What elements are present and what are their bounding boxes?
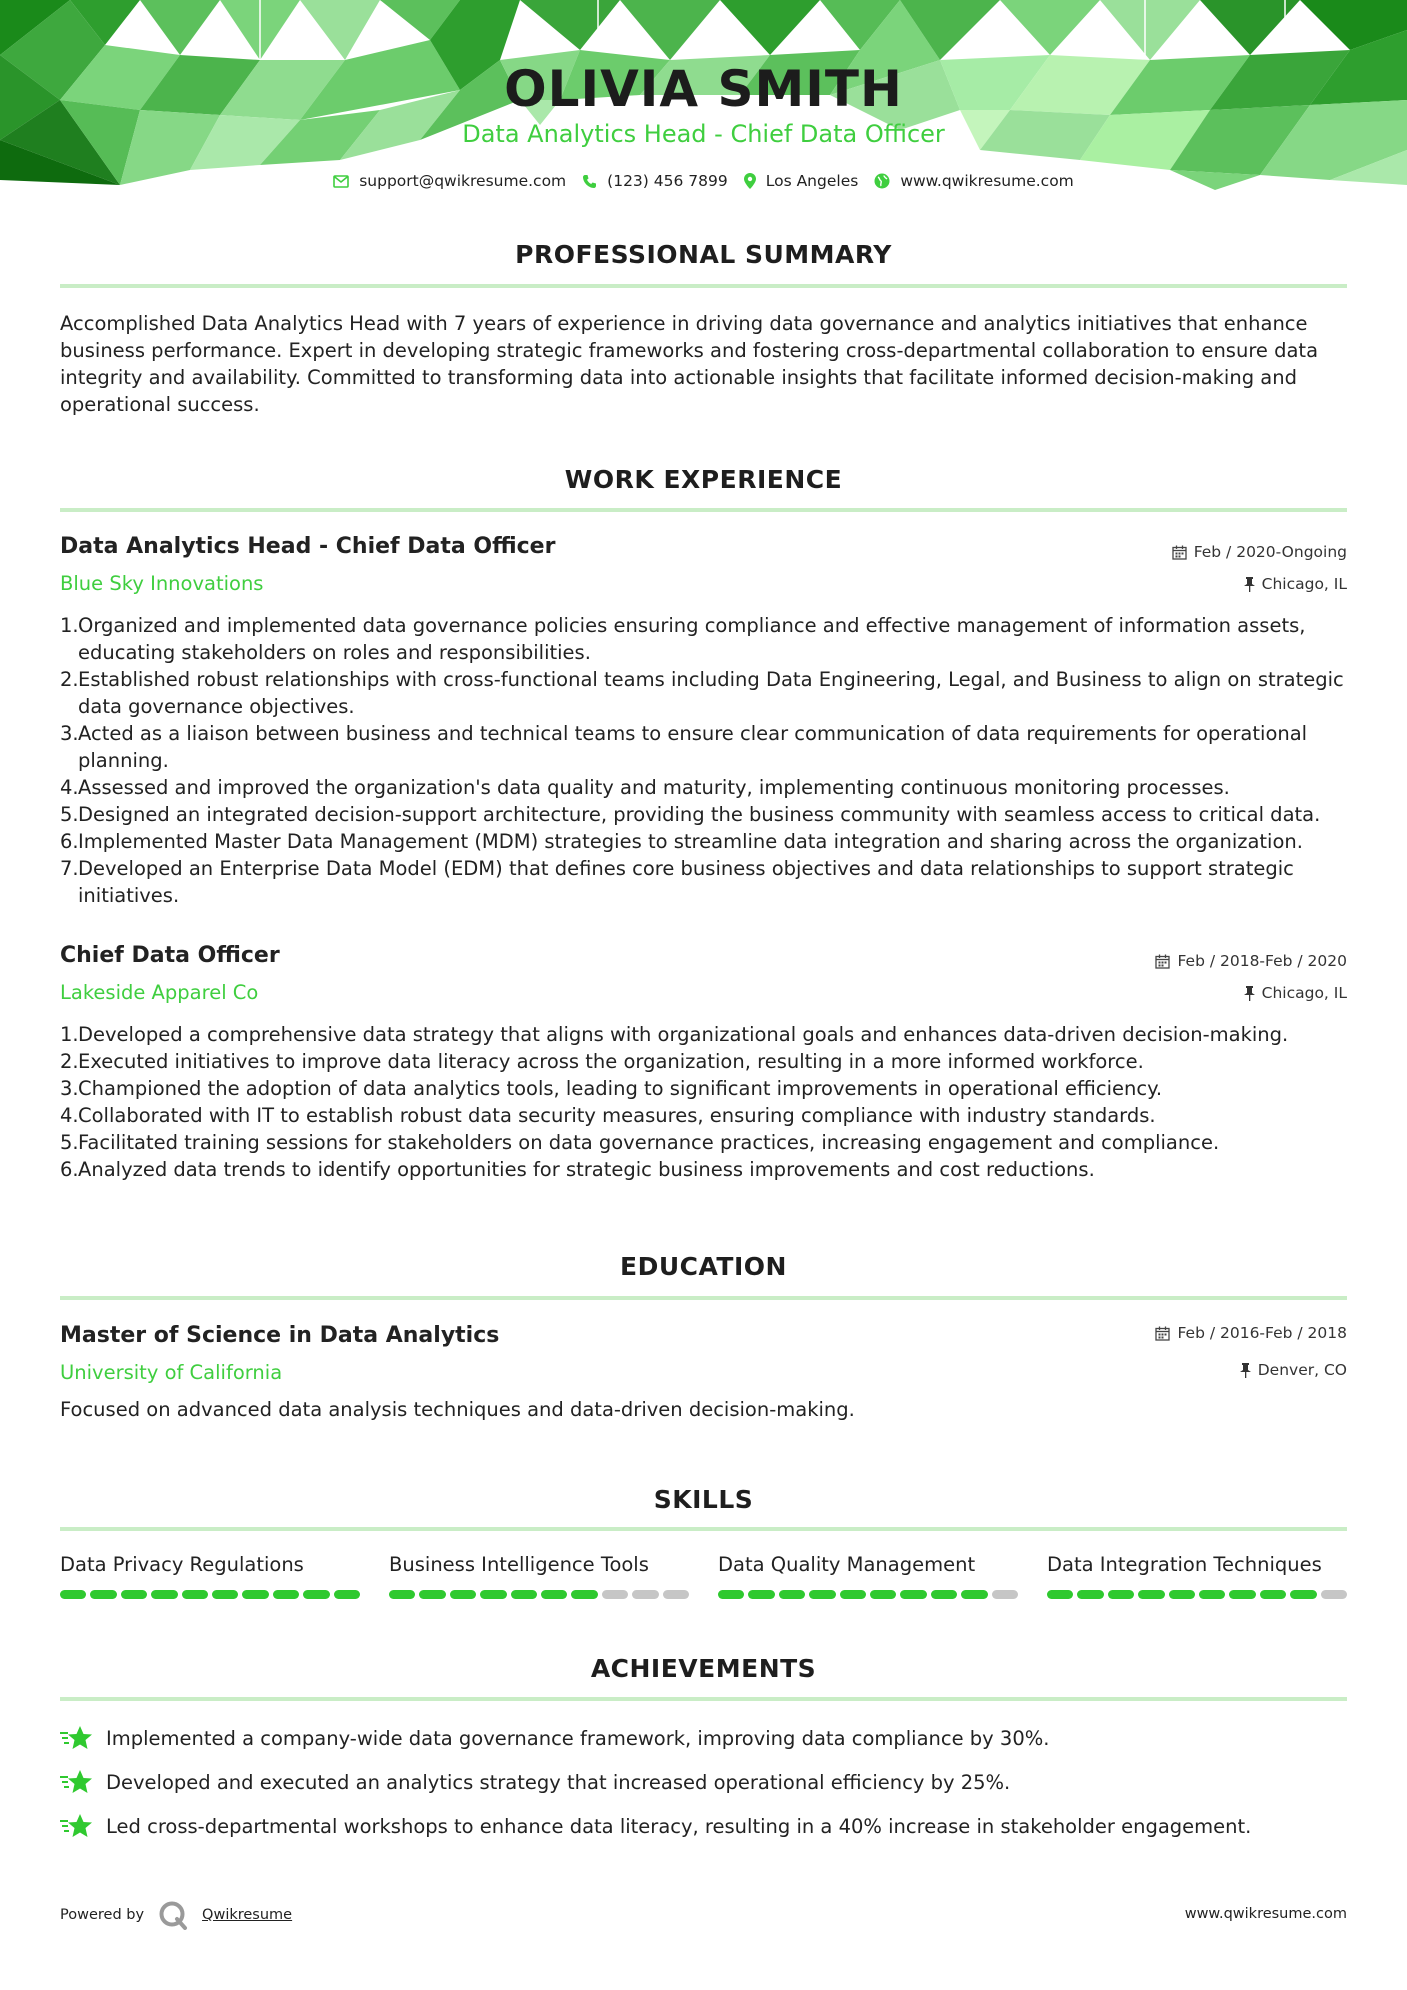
skill-level-segment-empty: [602, 1590, 628, 1599]
skill-level-segment-filled: [60, 1590, 86, 1599]
job-company: Lakeside Apparel Co: [60, 981, 259, 1004]
pushpin-icon: [1240, 1363, 1251, 1378]
contact-email[interactable]: [333, 172, 566, 190]
skill-level-segment-empty: [1321, 1590, 1347, 1599]
skill-level-segment-empty: [632, 1590, 658, 1599]
experience-heading: WORK EXPERIENCE: [564, 465, 843, 494]
candidate-name: OLIVIA SMITH: [504, 60, 903, 118]
skill-level-segment-filled: [90, 1590, 116, 1599]
education-dates: [1155, 1324, 1347, 1342]
skill-level-segment-filled: [303, 1590, 329, 1599]
contact-website-text: www.qwikresume.com: [900, 172, 1074, 190]
contact-location-text: Los Angeles: [765, 172, 859, 190]
job-bullet: Developed an Enterprise Data Model (EDM) that defines core business objectives and data relationships to support strategic initiatives.: [78, 857, 1294, 907]
candidate-role: Data Analytics Head - Chief Data Officer: [462, 120, 945, 148]
skill-level-segment-filled: [151, 1590, 177, 1599]
skill-level-segment-filled: [480, 1590, 506, 1599]
phone-icon: [582, 174, 597, 189]
skill-level-segment-filled: [1169, 1590, 1195, 1599]
job-location-text: Chicago, IL: [1261, 984, 1347, 1002]
job-bullet: Assessed and improved the organization's data quality and maturity, implementing continuous monitoring processes.: [78, 776, 1230, 799]
skill-item: [60, 1553, 360, 1599]
achievements-divider: [60, 1697, 1347, 1701]
job-title: Chief Data Officer: [60, 943, 280, 968]
skill-level-bar: [1047, 1590, 1347, 1599]
contact-bar: [0, 172, 1407, 190]
skill-item: [389, 1553, 689, 1599]
job-title: Data Analytics Head - Chief Data Officer: [60, 534, 556, 559]
skill-level-segment-filled: [1260, 1590, 1286, 1599]
skill-level-segment-filled: [450, 1590, 476, 1599]
skill-item: [1047, 1553, 1347, 1599]
job-bullet: Organized and implemented data governance policies ensuring compliance and effective management of information assets, educating stakeholders on roles and responsibilities.: [78, 614, 1306, 664]
skill-level-segment-filled: [840, 1590, 866, 1599]
job-dates: [1172, 543, 1347, 561]
job-bullet: Analyzed data trends to identify opportunities for strategic business improvements and cost reductions.: [78, 1158, 1095, 1181]
calendar-icon: [1155, 954, 1170, 969]
job-dates-text: Feb / 2018-Feb / 2020: [1177, 952, 1347, 970]
skill-level-segment-filled: [541, 1590, 567, 1599]
skill-level-segment-empty: [992, 1590, 1018, 1599]
job-bullet: Executed initiatives to improve data literacy across the organization, resulting in a more informed workforce.: [78, 1050, 1144, 1073]
pushpin-icon: [1244, 577, 1255, 592]
job-location-text: Chicago, IL: [1261, 575, 1347, 593]
map-pin-icon: [744, 173, 756, 189]
calendar-icon: [1155, 1326, 1170, 1341]
skill-level-segment-filled: [748, 1590, 774, 1599]
skill-level-segment-filled: [419, 1590, 445, 1599]
job-bullets: [60, 1021, 1350, 1183]
skill-level-segment-filled: [1229, 1590, 1255, 1599]
job-bullet: Acted as a liaison between business and technical teams to ensure clear communication of data requirements for operational planning.: [78, 722, 1308, 772]
job-company: Blue Sky Innovations: [60, 572, 264, 595]
job-bullet: Facilitated training sessions for stakeholders on data governance practices, increasing engagement and compliance.: [78, 1131, 1220, 1154]
skill-level-segment-filled: [1138, 1590, 1164, 1599]
skill-level-segment-empty: [663, 1590, 689, 1599]
skill-level-segment-filled: [809, 1590, 835, 1599]
skills-heading: SKILLS: [653, 1485, 754, 1514]
achievement-item: [60, 1724, 1049, 1752]
achievement-text: Developed and executed an analytics strategy that increased operational efficiency by 25%.: [106, 1770, 1011, 1794]
footer-website[interactable]: www.qwikresume.com: [1184, 1906, 1347, 1922]
achievements-heading: ACHIEVEMENTS: [590, 1654, 817, 1683]
skill-level-bar: [60, 1590, 360, 1599]
summary-divider: [60, 284, 1347, 288]
pushpin-icon: [1244, 986, 1255, 1001]
skills-divider: [60, 1527, 1347, 1531]
skill-name: Data Privacy Regulations: [60, 1553, 304, 1576]
summary-heading: PROFESSIONAL SUMMARY: [515, 240, 892, 269]
skill-name: Data Integration Techniques: [1047, 1553, 1322, 1576]
contact-phone-text: (123) 456 7899: [607, 172, 728, 190]
contact-phone[interactable]: [582, 172, 728, 190]
job-dates-text: Feb / 2020-Ongoing: [1193, 543, 1347, 561]
education-description: Focused on advanced data analysis techniques and data-driven decision-making.: [60, 1398, 855, 1421]
contact-email-text: support@qwikresume.com: [359, 172, 567, 190]
contact-location: [744, 172, 859, 190]
skill-level-segment-filled: [511, 1590, 537, 1599]
skill-level-segment-filled: [718, 1590, 744, 1599]
skill-level-segment-filled: [242, 1590, 268, 1599]
education-school: University of California: [60, 1361, 283, 1384]
achievement-text: Led cross-departmental workshops to enhance data literacy, resulting in a 40% increase in stakeholder engagement.: [106, 1814, 1252, 1838]
job-location: [1244, 984, 1347, 1002]
job-bullet: Developed a comprehensive data strategy that aligns with organizational goals and enhances data-driven decision-making.: [78, 1023, 1289, 1046]
star-icon: [60, 1812, 94, 1840]
skill-level-segment-filled: [121, 1590, 147, 1599]
powered-by-label: Powered by: [60, 1907, 145, 1923]
job-bullet: Collaborated with IT to establish robust data security measures, ensuring compliance with industry standards.: [78, 1104, 1156, 1127]
skill-level-segment-filled: [571, 1590, 597, 1599]
skill-level-segment-filled: [212, 1590, 238, 1599]
skill-level-segment-filled: [1199, 1590, 1225, 1599]
globe-icon: [874, 173, 890, 189]
qwikresume-link[interactable]: Qwikresume: [202, 1907, 293, 1923]
skill-level-bar: [389, 1590, 689, 1599]
job-bullets: [60, 612, 1350, 909]
achievement-item: [60, 1768, 1010, 1796]
skill-level-segment-filled: [1047, 1590, 1073, 1599]
footer-powered-by: [60, 1900, 292, 1930]
skill-level-segment-filled: [961, 1590, 987, 1599]
envelope-icon: [333, 175, 349, 188]
education-degree: Master of Science in Data Analytics: [60, 1323, 500, 1348]
qwikresume-logo-icon: [158, 1900, 188, 1930]
skill-level-bar: [718, 1590, 1018, 1599]
education-dates-text: Feb / 2016-Feb / 2018: [1177, 1324, 1347, 1342]
skill-level-segment-filled: [1290, 1590, 1316, 1599]
skill-level-segment-filled: [182, 1590, 208, 1599]
skill-level-segment-filled: [870, 1590, 896, 1599]
achievement-text: Implemented a company-wide data governance framework, improving data compliance by 30%.: [106, 1726, 1050, 1750]
skill-level-segment-filled: [1077, 1590, 1103, 1599]
star-icon: [60, 1768, 94, 1796]
skill-name: Business Intelligence Tools: [389, 1553, 649, 1576]
job-bullet: Established robust relationships with cross-functional teams including Data Engineering, Legal, and Business to align on strategic data governance objectives.: [78, 668, 1344, 718]
job-bullet: Championed the adoption of data analytics tools, leading to significant improvements in operational efficiency.: [78, 1077, 1163, 1100]
contact-website[interactable]: [874, 172, 1073, 190]
star-icon: [60, 1724, 94, 1752]
education-divider: [60, 1296, 1347, 1300]
education-location: [1240, 1361, 1347, 1379]
skill-level-segment-filled: [389, 1590, 415, 1599]
job-bullet: Implemented Master Data Management (MDM) strategies to streamline data integration and sharing across the organization.: [78, 830, 1303, 853]
skill-level-segment-filled: [900, 1590, 926, 1599]
skill-item: [718, 1553, 1018, 1599]
skill-level-segment-filled: [779, 1590, 805, 1599]
skill-name: Data Quality Management: [718, 1553, 976, 1576]
summary-text: Accomplished Data Analytics Head with 7 years of experience in driving data governance and analytics initiatives that enhance business performance. Expert in developing strategic frameworks and fostering cross-departmental collaboration to ensure data integrity and availability. Committed to transforming data into actionable insights that facilitate informed decision-making and operational success.: [60, 312, 1319, 416]
job-dates: [1155, 952, 1347, 970]
experience-divider: [60, 508, 1347, 512]
skill-level-segment-filled: [931, 1590, 957, 1599]
achievement-item: [60, 1812, 1251, 1840]
education-location-text: Denver, CO: [1257, 1361, 1347, 1379]
job-location: [1244, 575, 1347, 593]
skill-level-segment-filled: [273, 1590, 299, 1599]
calendar-icon: [1172, 545, 1187, 560]
education-heading: EDUCATION: [620, 1252, 787, 1281]
skill-level-segment-filled: [334, 1590, 360, 1599]
job-bullet: Designed an integrated decision-support architecture, providing the business community with seamless access to critical data.: [78, 803, 1321, 826]
skill-level-segment-filled: [1108, 1590, 1134, 1599]
